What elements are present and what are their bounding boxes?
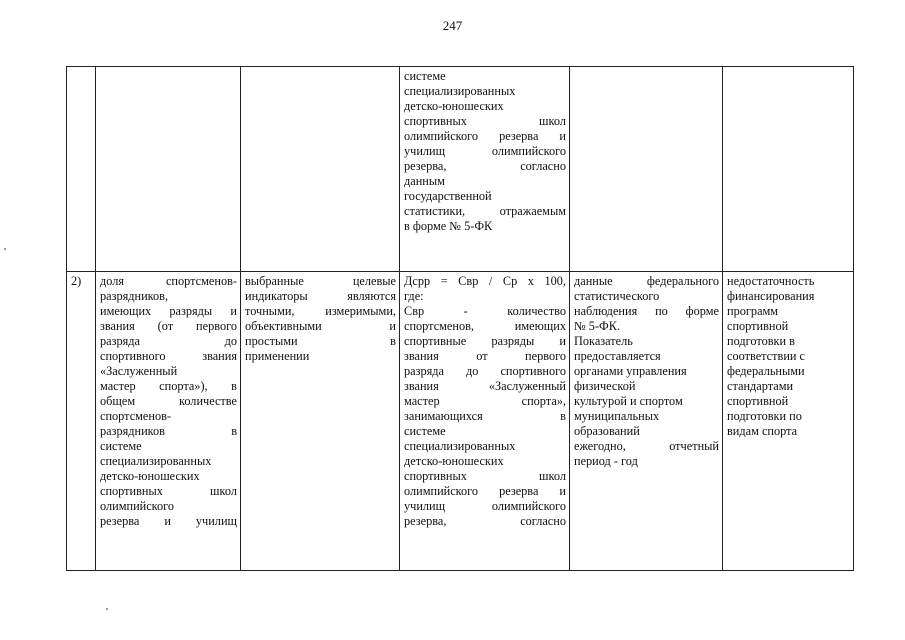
text-line: спортсменов, имеющих (404, 319, 566, 333)
text-line: училищ олимпийского (404, 499, 566, 513)
text-line: олимпийского резерва и (404, 129, 566, 143)
text-line: спортивной (727, 394, 789, 408)
text-line: детско-юношеских (404, 99, 504, 113)
text-line: резерва, согласно (404, 514, 566, 528)
text-line: культурой и спортом (574, 394, 683, 408)
cell-method (400, 67, 570, 272)
text-line: спортсменов- (100, 409, 172, 423)
text-line: доля спортсменов- (100, 274, 237, 288)
text-line: точными, измеримыми, (245, 304, 396, 318)
text-line: системе (100, 439, 142, 453)
text-line: недостаточность (727, 274, 815, 288)
text-line: простыми в (245, 334, 396, 348)
text-line: период - год (574, 454, 638, 468)
table-row-continuation (67, 67, 854, 272)
text-line: органами управления (574, 364, 687, 378)
text-line: специализированных (404, 84, 516, 98)
text-line: предоставляется (574, 349, 661, 363)
cell-indicator (96, 272, 241, 571)
text-line: спортивных школ (100, 484, 237, 498)
text-line: Свр - количество (404, 304, 566, 318)
text-line: федеральными (727, 364, 805, 378)
text-line: наблюдения по форме (574, 304, 719, 318)
text-line: индикаторы являются (245, 289, 396, 303)
text-line: спортивные разряды и (404, 334, 566, 348)
indicator-table (66, 66, 854, 571)
cell-method (400, 272, 570, 571)
text-line: специализированных (100, 454, 212, 468)
text-line: звания «Заслуженный (404, 379, 566, 393)
cell-indicator (96, 67, 241, 272)
text-line: в форме № 5-ФК (404, 219, 493, 233)
scan-speck (106, 608, 108, 610)
text-line: резерва и училищ (100, 514, 237, 528)
text-line: училищ олимпийского (404, 144, 566, 158)
text-line: разрядников в (100, 424, 237, 438)
text-line: олимпийского (100, 499, 175, 513)
text-line: детско-юношеских (404, 454, 504, 468)
text-line: государственной (404, 189, 492, 203)
scan-speck (4, 248, 6, 250)
text-line: данным (404, 174, 445, 188)
text-line: спортивной (727, 319, 789, 333)
text-line: резерва, согласно (404, 159, 566, 173)
text-line: статистики, отражаемым (404, 204, 566, 218)
text-line: данные федерального (574, 274, 719, 288)
text-line: где: (404, 289, 424, 303)
text-line: финансирования (727, 289, 815, 303)
table-row-2 (67, 272, 854, 571)
text-line: соответствии с (727, 349, 806, 363)
text-line: разряда до спортивного (404, 364, 566, 378)
text-line: программ (727, 304, 779, 318)
cell-number (67, 67, 96, 272)
text-line: подготовки по (727, 409, 802, 423)
text-line: разряда до (100, 334, 237, 348)
text-line: образований (574, 424, 640, 438)
cell-criteria (241, 272, 400, 571)
text-line: выбранные целевые (245, 274, 396, 288)
text-line: звания (от первого (100, 319, 237, 333)
text-line: № 5-ФК. (574, 319, 621, 333)
cell-source (570, 272, 723, 571)
text-line: статистического (574, 289, 660, 303)
text-line: специализированных (404, 439, 516, 453)
text-line: Дсрр = Свр / Ср х 100, (404, 274, 566, 288)
text-line: ежегодно, отчетный (574, 439, 719, 453)
cell-criteria (241, 67, 400, 272)
text-line: применении (245, 349, 310, 363)
text-line: олимпийского резерва и (404, 484, 566, 498)
text-line: системе (404, 69, 446, 83)
text-line: Показатель (574, 334, 633, 348)
page-number: 247 (442, 18, 463, 33)
text-line: мастер спорта», (404, 394, 566, 408)
text-line: «Заслуженный (100, 364, 178, 378)
cell-risks (723, 272, 854, 571)
text-line: детско-юношеских (100, 469, 200, 483)
text-line: стандартами (727, 379, 794, 393)
text-line: мастер спорта»), в (100, 379, 237, 393)
text-line: объективными и (245, 319, 396, 333)
text-line: звания от первого (404, 349, 566, 363)
text-line: имеющих разряды и (100, 304, 237, 318)
text-line: подготовки в (727, 334, 795, 348)
text-line: спортивного звания (100, 349, 237, 363)
cell-source (570, 67, 723, 272)
cell-number: 2) (67, 272, 96, 571)
text-line: разрядников, (100, 289, 169, 303)
text-line: системе (404, 424, 446, 438)
cell-risks (723, 67, 854, 272)
text-line: спортивных школ (404, 469, 566, 483)
text-line: видам спорта (727, 424, 798, 438)
text-line: муниципальных (574, 409, 660, 423)
text-line: физической (574, 379, 636, 393)
text-line: общем количестве (100, 394, 237, 408)
text-line: спортивных школ (404, 114, 566, 128)
text-line: занимающихся в (404, 409, 566, 423)
